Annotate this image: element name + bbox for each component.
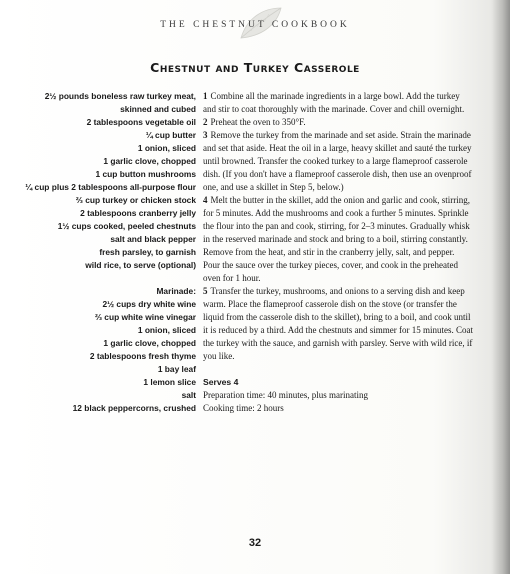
ingredient-line: ⅔ cup turkey or chicken stock (75, 195, 196, 205)
ingredient-line: wild rice, to serve (optional) (85, 260, 196, 270)
marinade-line: salt (181, 390, 196, 400)
step-text: Combine all the marinade ingredients in a large bowl. Add the turkey and stir to coat thoroughly with the marinade. Cover and chill overnight. (203, 91, 465, 114)
ingredient-line: ¼ cup butter (145, 130, 196, 140)
ingredient-line: ¼ cup plus 2 tablespoons all-purpose flour (25, 182, 196, 192)
ingredient-line: salt and black pepper (110, 234, 196, 244)
marinade-line: 2 tablespoons fresh thyme (89, 351, 196, 361)
method-step (203, 194, 473, 285)
cook-time: Cooking time: 2 hours (203, 403, 284, 413)
marinade-line: ⅔ cup white wine vinegar (95, 312, 196, 322)
ingredient-line: 1 onion, sliced (137, 143, 196, 153)
method-step (203, 116, 473, 129)
step-number: 5 (203, 286, 208, 296)
step-text: Preheat the oven to 350°F. (210, 117, 306, 127)
marinade-heading: Marinade: (156, 286, 196, 296)
ingredient-line: 2½ pounds boneless raw turkey meat, (44, 91, 196, 101)
step-text: Transfer the turkey, mushrooms, and onions to a serving dish and keep warm. Place the flameproof casserole dish on the stove (or transfer the liquid from the casserole dish to the skillet), bring to a boil, and cook until it is reduced by a third. Add the chestnuts and simmer for 15 minutes. Coat the turkey with the sauce, and garnish with parsley. Serve with wild rice, if you like. (203, 286, 473, 361)
step-text: Remove the turkey from the marinade and set aside. Strain the marinade and set that aside. Heat the oil in a large, heavy skillet and sauté the turkey until browned. Transfer the cooked turkey to a large flameproof casserole dish. (If you don't have a flameproof casserole dish, then use an ovenproof one, and use a skillet in Step 5, below.) (203, 130, 472, 192)
prep-time: Preparation time: 40 minutes, plus marinating (203, 390, 368, 400)
marinade-line: 2½ cups dry white wine (102, 299, 196, 309)
spine-shadow (492, 0, 510, 574)
serves: Serves 4 (203, 377, 239, 387)
ingredient-line: 1 cup button mushrooms (95, 169, 196, 179)
recipe-title: Chestnut and Turkey Casserole (150, 60, 360, 75)
ingredient-line: skinned and cubed (120, 104, 196, 114)
step-number: 1 (203, 91, 208, 101)
method-step (203, 285, 473, 363)
running-header: THE CHESTNUT COOKBOOK (160, 20, 350, 30)
ingredient-line: 1½ cups cooked, peeled chestnuts (57, 221, 196, 231)
page-number: 32 (248, 537, 262, 549)
ingredient-line: fresh parsley, to garnish (99, 247, 196, 257)
method-step (203, 90, 473, 116)
method-steps (203, 90, 473, 415)
marinade-line: 1 lemon slice (143, 377, 196, 387)
step-number: 2 (203, 117, 208, 127)
marinade-line: 1 garlic clove, chopped (103, 338, 196, 348)
ingredient-line: 2 tablespoons cranberry jelly (80, 208, 196, 218)
ingredient-line: 1 garlic clove, chopped (103, 156, 196, 166)
step-number: 3 (203, 130, 208, 140)
step-text: Melt the butter in the skillet, add the onion and garlic and cook, stirring, for 5 minutes. Add the mushrooms and cook a further 5 minutes. Sprinkle the flour into the pan and cook, stirring, for 2–3 minutes. Gradually whisk in the reserved marinade and stock and bring to a boil, stirring constantly. Remove from the heat, and stir in the cranberry jelly, salt, and pepper. Pour the sauce over the turkey pieces, cover, and cook in the preheated oven for 1 hour. (203, 195, 470, 283)
marinade-line: 12 black peppercorns, crushed (72, 403, 196, 413)
method-step (203, 129, 473, 194)
step-number: 4 (203, 195, 208, 205)
ingredient-line: 2 tablespoons vegetable oil (86, 117, 196, 127)
ingredients-list (12, 90, 196, 415)
marinade-line: 1 bay leaf (157, 364, 196, 374)
marinade-line: 1 onion, sliced (137, 325, 196, 335)
